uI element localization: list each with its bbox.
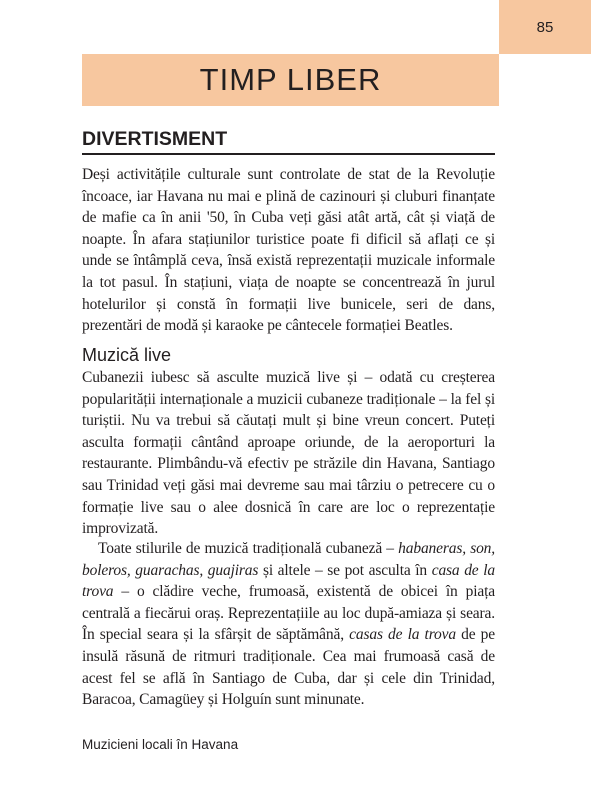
casa-de-la-trova-italic: casa de la trova [82,561,495,601]
paragraph-text: și altele – se pot asculta în [258,561,432,579]
page-number: 85 [536,18,554,36]
paragraph-text: – o clădire veche, frumoasă, existentă de obicei în piața centrală a fiecărui oraș. Reprezentațiile au loc după-amiaza și seara. În special seara și la sfârșit de săptămână, [82,583,495,644]
live-music-paragraph-2 [82,538,495,711]
page-number-box [499,0,591,54]
paragraph-text: Toate stilurile de muzică tradițională cubaneză – [98,540,399,557]
music-styles-italic: habaneras, son, boleros, guarachas, guajiras [82,540,496,579]
page-title: TIMP LIBER [199,62,382,97]
photo-caption: Muzicieni locali în Havana [82,737,239,752]
casas-de-la-trova-italic: casas de la trova [349,626,456,644]
paragraph-text: de pe insulă răsună de ritmuri tradiționale. Cea mai frumoasă casă de acest fel se află în Santiago de Cuba, dar și cele din Trinidad, Baracoa, Camagüey și Holguín sunt minunate. [82,626,495,709]
section-heading: DIVERTISMENT [82,128,228,150]
subsection-heading: Muzică live [82,345,172,365]
live-music-paragraph-1: Cubanezii iubesc să asculte muzică live și – odată cu creșterea popularității internaționale a muzicii cubaneze tradiționale – la fel și turiștii. Nu va trebui să căutați mult și bine vreun concert. Puteți asculta formații cântând aproape oriunde, de la aeroporturi la restaurante. Plimbându-vă efectiv pe străzile din Havana, Santiago sau Trinidad veți găsi mai devreme sau mai târziu o petrecere cu o formație live sau o alee dosnică în care are loc o reprezentație improvizată. [82,369,495,538]
intro-paragraph: Deși activitățile culturale sunt controlate de stat de la Revoluție încoace, iar Havana nu mai e plină de cazinouri și cluburi finanțate de mafie ca în anii '50, în Cuba veți găsi atât artă, cât și viață de noapte. În afara stațiunilor turistice poate fi dificil să aflați ce și unde se întâmplă ceva, însă există reprezentații muzicale informale la tot pasul. În stațiuni, viața de noapte se concentrează în jurul hotelurilor și constă în formații live bunicele, seri de dans, prezentări de modă și karaoke pe cântecele formației Beatles. [82,166,495,335]
heading-divider [82,153,495,155]
